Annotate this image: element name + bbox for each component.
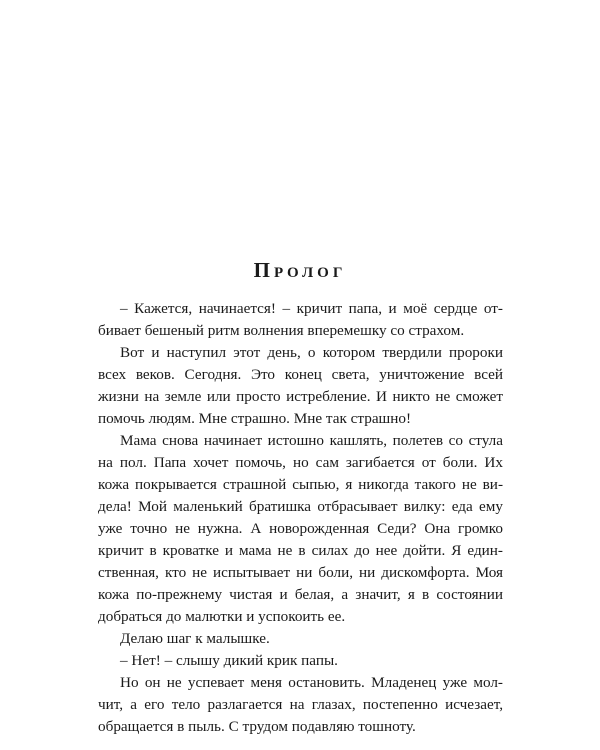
paragraph	[98, 430, 503, 628]
text-line: добраться до малютки и успокоить ее.	[98, 608, 346, 625]
text-line: кожа по-прежнему чистая и белая, а значит, я в состоянии	[98, 586, 503, 603]
paragraph	[98, 650, 503, 672]
text-line: чит, а его тело разлагается на глазах, постепенно исчезает,	[98, 696, 503, 713]
text-line: жизни на земле или просто истребление. И никто не сможет	[98, 388, 503, 405]
text-line: бивает бешеный ритм волнения вперемешку со страхом.	[98, 322, 465, 339]
chapter-title: Пролог	[253, 258, 347, 282]
text-line: – Нет! – слышу дикий крик папы.	[120, 652, 338, 669]
chapter-body	[98, 298, 503, 738]
text-line: дела! Мой маленький братишка отбрасывает вилку: еда ему	[98, 498, 503, 515]
text-line: Но он не успевает меня остановить. Младенец уже мол-	[120, 674, 503, 691]
text-line: кричит в кроватке и мама не в силах до нее дойти. Я един-	[98, 542, 503, 559]
text-line: – Кажется, начинается! – кричит папа, и моё сердце от-	[120, 300, 503, 317]
text-line: уже точно не нужна. А новорожденная Седи? Она громко	[98, 520, 503, 537]
paragraph	[98, 672, 503, 738]
text-line: Делаю шаг к малышке.	[120, 630, 270, 647]
paragraph	[98, 342, 503, 430]
text-line: на пол. Папа хочет помочь, но сам загибается от боли. Их	[98, 454, 503, 471]
paragraph	[98, 298, 503, 342]
text-line: ственная, кто не испытывает ни боли, ни дискомфорта. Моя	[98, 564, 503, 581]
text-line: Мама снова начинает истошно кашлять, полетев со стула	[120, 432, 503, 449]
text-line: кожа покрывается страшной сыпью, я никогда такого не ви-	[98, 476, 503, 493]
text-line: Вот и наступил этот день, о котором твердили пророки	[120, 344, 503, 361]
text-line: помочь людям. Мне страшно. Мне так страшно!	[98, 410, 412, 427]
paragraph	[98, 628, 503, 650]
text-line: обращается в пыль. С трудом подавляю тошноту.	[98, 718, 416, 735]
text-line: всех веков. Сегодня. Это конец света, уничтожение всей	[98, 366, 503, 383]
